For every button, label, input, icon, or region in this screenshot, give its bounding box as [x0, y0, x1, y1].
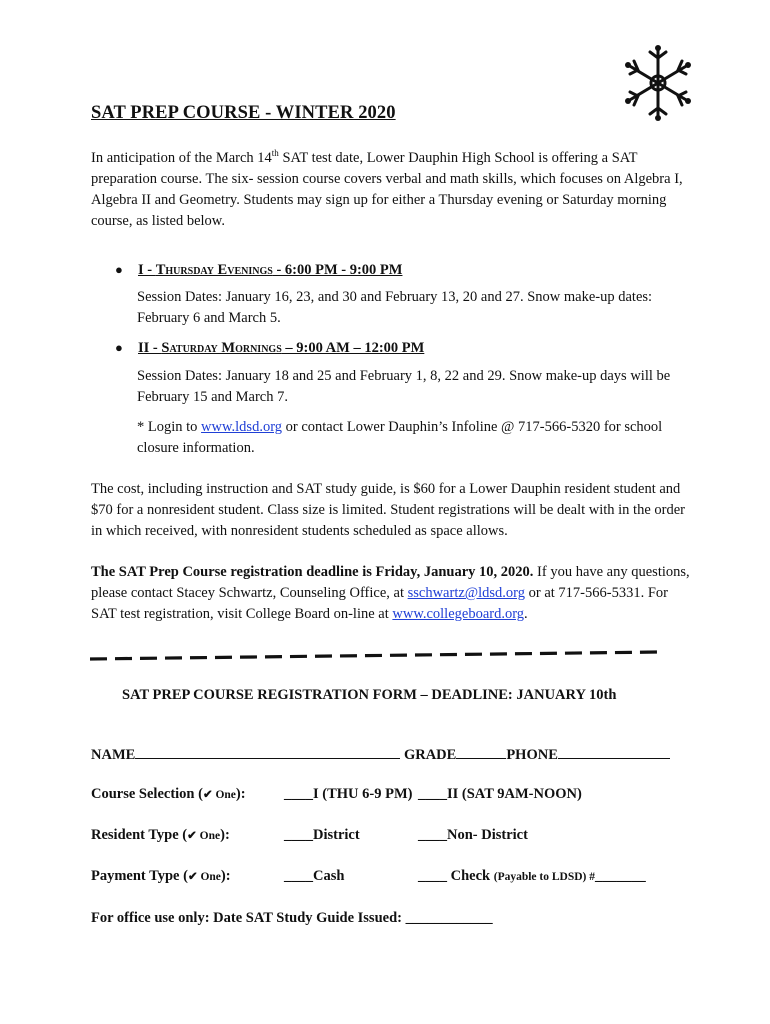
phone-label: PHONE [506, 747, 558, 763]
deadline-paragraph: The SAT Prep Course registration deadline is Friday, January 10, 2020. If you have any questions, please contact Stacey Schwartz, Counseling Office, at sschwartz@ldsd.org or at 717-566-5331. For SAT test registration, visit College Board on-line at www.collegeboard.org. [91, 564, 690, 622]
payment-option-cash[interactable]: ____Cash [284, 868, 345, 884]
course-option-thursday[interactable]: ____I (THU 6-9 PM) [284, 786, 413, 802]
grade-field[interactable] [456, 744, 506, 759]
snowflake-icon [622, 44, 694, 122]
name-field[interactable] [135, 744, 400, 759]
cut-line-divider [90, 648, 660, 666]
resident-option-non-district[interactable]: ____Non- District [418, 827, 528, 843]
bullet-icon: ● [115, 340, 123, 355]
session-thursday-dates: Session Dates: January 16, 23, and 30 and February 13, 20 and 27. Snow make-up dates: February 6 and March 5. [137, 289, 653, 326]
email-link[interactable]: sschwartz@ldsd.org [407, 585, 525, 601]
collegeboard-link[interactable]: www.collegeboard.org [392, 606, 525, 622]
document-title: SAT PREP COURSE - WINTER 2020 [91, 103, 396, 123]
course-option-saturday[interactable]: ____II (SAT 9AM-NOON) [418, 786, 582, 802]
bullet-icon: ● [115, 262, 123, 277]
payment-type-label: Payment Type (✔ One): [91, 868, 231, 884]
office-use-line: For office use only: Date SAT Study Guide Issued: ____________ [91, 910, 493, 926]
course-selection-label: Course Selection (✔ One): [91, 786, 246, 802]
document-page: SAT PREP COURSE - WINTER 2020 In anticipation of the March 14th SAT test date, Lower Dauphin High School is offering a SAT preparation course. The six- session course covers verbal and math skills, which focuses on Algebra I, Algebra II and Geometry. Students may sign up for either a Thursday evening or Saturday morning course, as listed below. ● I - Thursday Evenings - 6:00 PM - 9:00 PM Session Dates: January 16, 23, and 30 and February 13, 20 and 27. Snow make-up dates: February 6 and March 5. ● II - Saturday Mornings – 9:00 AM – 12:00 PM Session Dates: January 18 and 25 and February 1, 8, 22 and 29. Snow make-up days will be February 15 and March 7. * Login to www.ldsd.org or contact Lower Dauphin’s Infoline @ 717-566-5320 for school closure information. The cost, including instruction and SAT study guide, is $60 for a Lower Dauphin resident student and $70 for a nonresident student. Class size is limited. Student registrations will be dealt with in the order in which received, with nonresident students scheduled as space allows. The SAT Prep Course registration deadline is Friday, January 10, 2020. If you have any questions, please contact Stacey Schwartz, Counseling Office, at sschwartz@ldsd.org or at 717-566-5331. For SAT test registration, visit College Board on-line at www.collegeboard.org. SAT PREP COURSE REGISTRATION FORM – DEADLINE: JANUARY 10th NAME GRADE PHONE Course Selection (✔ One): ____I (THU 6-9 PM) ____II (SAT 9AM-NOON) Resident Type (✔ One): ____District ____Non- District Payment Type (✔ One): ____Cash ____ Check (Payable to LDSD) #_______ For office use only: Date SAT Study Guide Issued: ____________ [0, 0, 770, 1024]
name-label: NAME [91, 747, 136, 763]
resident-option-district[interactable]: ____District [284, 827, 360, 843]
closure-info: * Login to www.ldsd.org or contact Lower Dauphin’s Infoline @ 717-566-5320 for school closure information. [137, 419, 663, 456]
grade-label: GRADE [403, 747, 457, 763]
cost-paragraph: The cost, including instruction and SAT study guide, is $60 for a Lower Dauphin resident student and $70 for a nonresident student. Class size is limited. Student registrations will be dealt with in the order in which received, with nonresident students scheduled as space allows. [91, 481, 685, 539]
intro-paragraph: In anticipation of the March 14th SAT test date, Lower Dauphin High School is offering a SAT preparation course. The six- session course covers verbal and math skills, which focuses on Algebra I, Algebra II and Geometry. Students may sign up for either a Thursday evening or Saturday morning course, as listed below. [91, 148, 683, 229]
session-saturday-dates: Session Dates: January 18 and 25 and February 1, 8, 22 and 29. Snow make-up days will be February 15 and March 7. [137, 368, 671, 405]
ldsd-link[interactable]: www.ldsd.org [201, 419, 283, 435]
form-title: SAT PREP COURSE REGISTRATION FORM – DEADLINE: JANUARY 10th [122, 687, 617, 703]
phone-field[interactable] [558, 744, 670, 759]
name-grade-phone-row [91, 744, 670, 764]
resident-type-label: Resident Type (✔ One): [91, 827, 230, 843]
payment-option-check[interactable]: ____ Check (Payable to LDSD) #_______ [418, 868, 646, 884]
